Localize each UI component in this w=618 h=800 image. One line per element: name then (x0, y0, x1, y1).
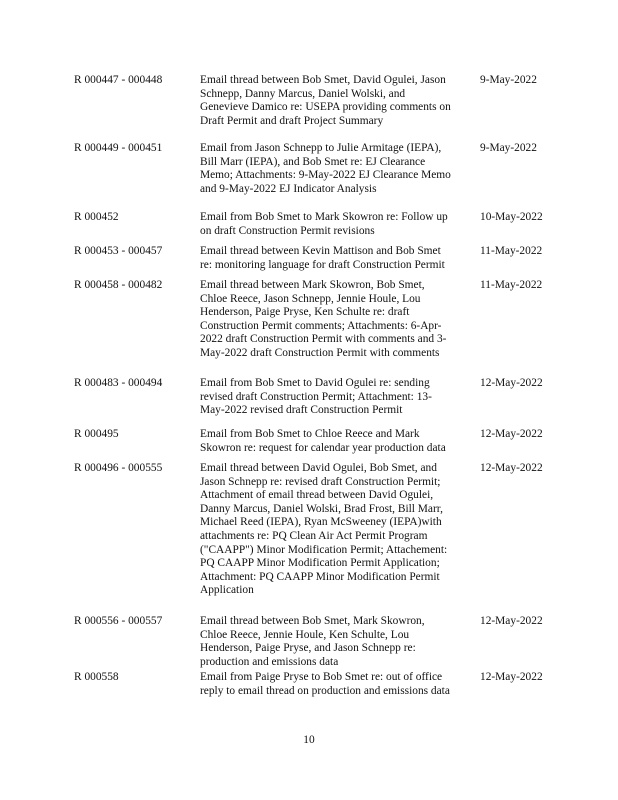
entry-date: 12-May-2022 (480, 377, 543, 389)
description-line: Michael Reed (IEPA), Ryan McSweeney (IEPA)with (200, 516, 442, 529)
description-line: Attachment: PQ CAAPP Minor Modification Permit (200, 570, 440, 583)
description-line: Jason Schnepp re: revised draft Construction Permit; (200, 475, 441, 488)
description-line: Genevieve Damico re: USEPA providing comments on (200, 101, 451, 114)
description-line: Email thread between Mark Skowron, Bob Smet, (200, 279, 425, 291)
entry-description (200, 74, 472, 128)
page-number: 10 (303, 734, 315, 746)
entry-date: 12-May-2022 (480, 428, 543, 440)
description-line: PQ CAAPP Minor Modification Permit Application; (200, 557, 440, 570)
description-line: re: monitoring language for draft Construction Permit (200, 258, 445, 271)
description-line: Henderson, Paige Pryse, Ken Schulte re: draft (200, 306, 410, 319)
description-line: and 9-May-2022 EJ Indicator Analysis (200, 182, 377, 195)
description-line: Email from Bob Smet to Chloe Reece and Mark (200, 428, 420, 440)
description-line: Email from Paige Pryse to Bob Smet re: out of office (200, 671, 443, 683)
description-line: Construction Permit comments; Attachments: 6-Apr- (200, 319, 442, 332)
bates-range: R 000483 - 000494 (74, 377, 163, 389)
entry-date: 9-May-2022 (480, 74, 537, 86)
entry-date: 11-May-2022 (480, 279, 543, 291)
bates-range: R 000458 - 000482 (74, 279, 163, 291)
description-line: Draft Permit and draft Project Summary (200, 114, 384, 127)
entry-description (200, 615, 472, 669)
bates-range: R 000558 (74, 671, 119, 683)
entry-date: 11-May-2022 (480, 245, 543, 257)
description-line: Chloe Reece, Jason Schnepp, Jennie Houle, Lou (200, 292, 421, 305)
bates-range: R 000452 (74, 211, 119, 223)
description-line: Email thread between Kevin Mattison and Bob Smet (200, 245, 441, 257)
description-line: Email thread between David Ogulei, Bob Smet, and (200, 462, 437, 474)
entry-date: 9-May-2022 (480, 142, 537, 154)
description-line: Email from Bob Smet to David Ogulei re: sending (200, 377, 430, 389)
bates-range: R 000453 - 000457 (74, 245, 163, 257)
entry-description (200, 211, 472, 238)
description-line: Email from Jason Schnepp to Julie Armitage (IEPA), (200, 142, 442, 154)
entry-description (200, 462, 472, 598)
description-line: on draft Construction Permit revisions (200, 224, 375, 237)
description-line: Email thread between Bob Smet, Mark Skowron, (200, 615, 425, 627)
description-line: Attachment of email thread between David Ogulei, (200, 489, 434, 502)
description-line: ("CAAPP") Minor Modification Permit; Attachement: (200, 543, 448, 556)
description-line: Schnepp, Danny Marcus, Daniel Wolski, and (200, 87, 406, 100)
entry-description (200, 671, 472, 698)
description-line: Henderson, Paige Pryse, and Jason Schnepp re: (200, 642, 416, 655)
description-line: 2022 draft Construction Permit with comments and 3- (200, 333, 447, 346)
description-line: Memo; Attachments: 9-May-2022 EJ Clearance Memo (200, 169, 451, 182)
entry-date: 12-May-2022 (480, 462, 543, 474)
bates-range: R 000495 (74, 428, 119, 440)
entry-description (200, 142, 472, 196)
entry-date: 12-May-2022 (480, 671, 543, 683)
description-line: Application (200, 584, 254, 597)
description-line: Danny Marcus, Daniel Wolski, Brad Frost, Bill Marr, (200, 502, 443, 515)
description-line: reply to email thread on production and emissions data (200, 684, 450, 697)
bates-range: R 000449 - 000451 (74, 142, 163, 154)
description-line: production and emissions data (200, 655, 339, 668)
description-line: Email thread between Bob Smet, David Ogulei, Jason (200, 74, 446, 86)
entry-date: 10-May-2022 (480, 211, 543, 223)
entry-description (200, 428, 472, 455)
bates-range: R 000556 - 000557 (74, 615, 163, 627)
entry-date: 12-May-2022 (480, 615, 543, 627)
entry-description (200, 377, 472, 418)
entry-description (200, 279, 472, 361)
bates-range: R 000496 - 000555 (74, 462, 163, 474)
description-line: Bill Marr (IEPA), and Bob Smet re: EJ Clearance (200, 155, 426, 168)
description-line: May-2022 draft Construction Permit with comments (200, 346, 440, 359)
description-line: attachments re: PQ Clean Air Act Permit Program (200, 529, 428, 542)
description-line: Email from Bob Smet to Mark Skowron re: Follow up (200, 211, 448, 223)
description-line: May-2022 revised draft Construction Permit (200, 404, 403, 417)
bates-range: R 000447 - 000448 (74, 74, 163, 86)
description-line: Chloe Reece, Jennie Houle, Ken Schulte, Lou (200, 628, 410, 641)
entry-description (200, 245, 472, 272)
description-line: Skowron re: request for calendar year production data (200, 441, 446, 454)
description-line: revised draft Construction Permit; Attachment: 13- (200, 390, 432, 403)
